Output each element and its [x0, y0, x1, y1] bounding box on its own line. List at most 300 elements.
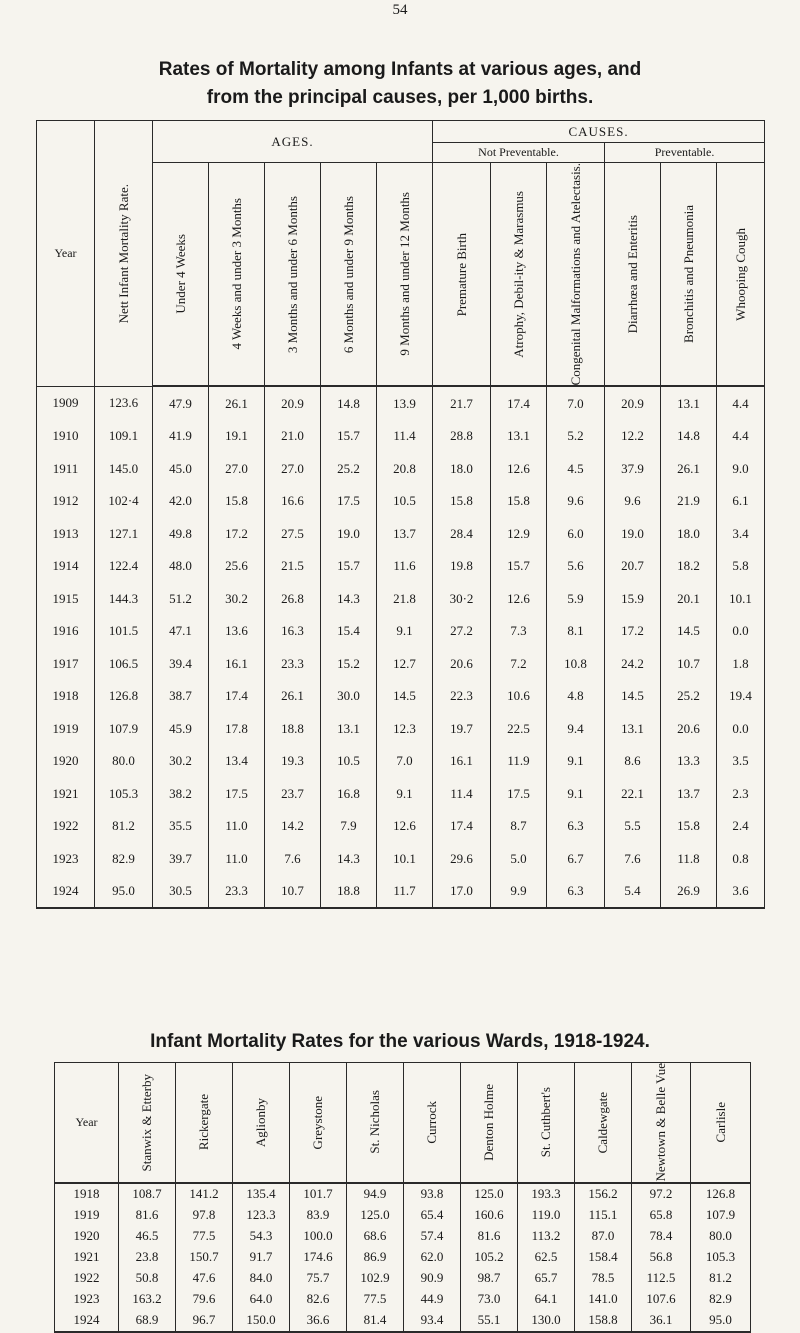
ward-rate-cell: 126.8 — [691, 1183, 751, 1205]
rate-cell: 26.1 — [661, 452, 717, 485]
rate-cell: 81.2 — [95, 810, 153, 843]
rate-cell: 10.7 — [265, 875, 321, 909]
table-row — [55, 1205, 751, 1226]
year-header: Year — [37, 121, 95, 387]
ward-rate-cell: 65.4 — [404, 1205, 461, 1226]
ward-rate-cell: 123.3 — [233, 1205, 290, 1226]
rate-cell: 16.6 — [265, 485, 321, 518]
rate-cell: 13.1 — [491, 420, 547, 453]
ward-rate-cell: 97.8 — [176, 1205, 233, 1226]
rate-cell: 10.1 — [717, 582, 765, 615]
year-cell: 1911 — [37, 452, 95, 485]
year-cell: 1914 — [37, 550, 95, 583]
year-cell: 1917 — [37, 647, 95, 680]
ward-rate-cell: 107.6 — [632, 1289, 691, 1310]
rate-cell: 105.3 — [95, 777, 153, 810]
rate-cell: 18.8 — [265, 712, 321, 745]
rate-cell: 0.8 — [717, 842, 765, 875]
rate-cell: 23.3 — [265, 647, 321, 680]
ward-rate-cell: 80.0 — [691, 1226, 751, 1247]
table-row — [37, 680, 765, 713]
rate-cell: 6.1 — [717, 485, 765, 518]
rate-cell: 20.6 — [661, 712, 717, 745]
rate-cell: 27.2 — [433, 615, 491, 648]
year-cell: 1913 — [37, 517, 95, 550]
rate-cell: 22.3 — [433, 680, 491, 713]
rate-cell: 144.3 — [95, 582, 153, 615]
ward-rate-cell: 56.8 — [632, 1247, 691, 1268]
rate-cell: 82.9 — [95, 842, 153, 875]
rate-cell: 3.6 — [717, 875, 765, 909]
rate-cell: 5.6 — [547, 550, 605, 583]
year-cell: 1924 — [55, 1310, 119, 1332]
ward-rate-cell: 47.6 — [176, 1268, 233, 1289]
cause-column-header-label: Atrophy, Debil-ity & Marasmus — [510, 190, 526, 358]
rate-cell: 13.1 — [605, 712, 661, 745]
table-row — [37, 550, 765, 583]
cause-column-header-label: Premature Birth — [453, 232, 469, 316]
rate-cell: 29.6 — [433, 842, 491, 875]
rate-cell: 101.5 — [95, 615, 153, 648]
rate-cell: 9.4 — [547, 712, 605, 745]
ward-column-header — [404, 1063, 461, 1183]
age-column-header-label: Under 4 Weeks — [172, 234, 188, 314]
ward-rate-cell: 54.3 — [233, 1226, 290, 1247]
cause-column-header-label: Whooping Cough — [732, 227, 748, 321]
year-cell: 1921 — [55, 1247, 119, 1268]
age-column-header — [321, 163, 377, 387]
cause-column-header-label: Bronchitis and Pneumonia — [680, 205, 696, 344]
table-row — [37, 420, 765, 453]
age-column-header-label: 3 Months and under 6 Months — [284, 195, 300, 353]
rate-cell: 37.9 — [605, 452, 661, 485]
rate-cell: 17.8 — [209, 712, 265, 745]
rate-cell: 51.2 — [153, 582, 209, 615]
rate-cell: 38.2 — [153, 777, 209, 810]
rate-cell: 4.8 — [547, 680, 605, 713]
ward-rate-cell: 55.1 — [461, 1310, 518, 1332]
ward-rate-cell: 91.7 — [233, 1247, 290, 1268]
rate-cell: 17.5 — [491, 777, 547, 810]
ward-rate-cell: 44.9 — [404, 1289, 461, 1310]
ward-column-header — [691, 1063, 751, 1183]
rate-cell: 16.3 — [265, 615, 321, 648]
rate-cell: 7.0 — [377, 745, 433, 778]
ward-column-header — [632, 1063, 691, 1183]
rate-cell: 122.4 — [95, 550, 153, 583]
rate-cell: 14.3 — [321, 582, 377, 615]
rate-cell: 26.1 — [209, 386, 265, 420]
rate-cell: 10.5 — [377, 485, 433, 518]
rate-cell: 17.4 — [209, 680, 265, 713]
rate-cell: 11.6 — [377, 550, 433, 583]
rate-cell: 3.5 — [717, 745, 765, 778]
age-column-header — [209, 163, 265, 387]
rate-cell: 123.6 — [95, 386, 153, 420]
ward-rate-cell: 95.0 — [691, 1310, 751, 1332]
year-cell: 1923 — [55, 1289, 119, 1310]
ward-rate-cell: 125.0 — [347, 1205, 404, 1226]
year-cell: 1919 — [55, 1205, 119, 1226]
rate-cell: 20.1 — [661, 582, 717, 615]
ward-rate-cell: 100.0 — [290, 1226, 347, 1247]
table-row — [37, 777, 765, 810]
table-row — [37, 745, 765, 778]
rate-cell: 5.8 — [717, 550, 765, 583]
rate-cell: 25.2 — [661, 680, 717, 713]
rate-cell: 11.0 — [209, 810, 265, 843]
rate-cell: 13.3 — [661, 745, 717, 778]
rate-cell: 14.5 — [605, 680, 661, 713]
rate-cell: 17.4 — [433, 810, 491, 843]
rate-cell: 12.7 — [377, 647, 433, 680]
rate-cell: 5.5 — [605, 810, 661, 843]
rate-cell: 30.5 — [153, 875, 209, 909]
rate-cell: 1.8 — [717, 647, 765, 680]
rate-cell: 47.1 — [153, 615, 209, 648]
rate-cell: 9.1 — [547, 745, 605, 778]
ward-rate-cell: 108.7 — [119, 1183, 176, 1205]
ward-rate-cell: 81.6 — [461, 1226, 518, 1247]
table-row — [55, 1268, 751, 1289]
ward-column-header-label: Greystone — [310, 1095, 325, 1149]
rate-cell: 15.9 — [605, 582, 661, 615]
ward-rate-cell: 81.6 — [119, 1205, 176, 1226]
rate-cell: 20.8 — [377, 452, 433, 485]
ward-rate-cell: 23.8 — [119, 1247, 176, 1268]
ward-rate-cell: 57.4 — [404, 1226, 461, 1247]
rate-cell: 11.8 — [661, 842, 717, 875]
cause-column-header — [433, 163, 491, 387]
rate-cell: 9.9 — [491, 875, 547, 909]
table-row — [55, 1183, 751, 1205]
table-row — [37, 452, 765, 485]
rate-cell: 10.6 — [491, 680, 547, 713]
rate-cell: 41.9 — [153, 420, 209, 453]
rate-cell: 15.4 — [321, 615, 377, 648]
ward-rate-cell: 193.3 — [518, 1183, 575, 1205]
year-cell: 1920 — [37, 745, 95, 778]
rate-cell: 7.3 — [491, 615, 547, 648]
rate-cell: 30.0 — [321, 680, 377, 713]
ward-column-header — [347, 1063, 404, 1183]
rate-cell: 12.2 — [605, 420, 661, 453]
ward-rate-cell: 68.6 — [347, 1226, 404, 1247]
ward-column-header-label: Rickergate — [196, 1094, 211, 1151]
rate-cell: 6.7 — [547, 842, 605, 875]
rate-cell: 7.2 — [491, 647, 547, 680]
rate-cell: 109.1 — [95, 420, 153, 453]
age-column-header — [153, 163, 209, 387]
age-column-header-label: 4 Weeks and under 3 Months — [228, 198, 244, 350]
rate-cell: 19.3 — [265, 745, 321, 778]
ward-rate-cell: 130.0 — [518, 1310, 575, 1332]
year-cell: 1918 — [55, 1183, 119, 1205]
table-row — [37, 842, 765, 875]
page-number: 54 — [392, 2, 408, 18]
year-cell: 1916 — [37, 615, 95, 648]
table-row — [55, 1310, 751, 1332]
rate-cell: 12.6 — [491, 452, 547, 485]
rate-cell: 19.1 — [209, 420, 265, 453]
rate-cell: 6.3 — [547, 875, 605, 909]
year-cell: 1920 — [55, 1226, 119, 1247]
rate-cell: 9.1 — [377, 777, 433, 810]
rate-cell: 15.7 — [321, 420, 377, 453]
ward-rate-cell: 82.6 — [290, 1289, 347, 1310]
cause-column-header — [661, 163, 717, 387]
ward-rate-cell: 81.2 — [691, 1268, 751, 1289]
rate-cell: 27.5 — [265, 517, 321, 550]
rate-cell: 7.6 — [265, 842, 321, 875]
ward-column-header-label: St. Nicholas — [367, 1090, 382, 1155]
ward-rate-cell: 46.5 — [119, 1226, 176, 1247]
rate-cell: 16.8 — [321, 777, 377, 810]
rate-cell: 107.9 — [95, 712, 153, 745]
ward-column-header-label: Newtown & Belle Vue — [653, 1063, 668, 1182]
rate-cell: 16.1 — [433, 745, 491, 778]
rate-cell: 27.0 — [265, 452, 321, 485]
rate-cell: 17.2 — [605, 615, 661, 648]
rate-cell: 13.1 — [321, 712, 377, 745]
ward-rate-cell: 115.1 — [575, 1205, 632, 1226]
rate-cell: 17.5 — [209, 777, 265, 810]
rate-cell: 23.7 — [265, 777, 321, 810]
table-row — [55, 1226, 751, 1247]
year-cell: 1915 — [37, 582, 95, 615]
ward-rate-cell: 36.6 — [290, 1310, 347, 1332]
ward-rate-cell: 65.7 — [518, 1268, 575, 1289]
cause-column-header-label: Congenital Malformations and Atelectasis. — [567, 163, 583, 386]
rate-cell: 14.3 — [321, 842, 377, 875]
rate-cell: 27.0 — [209, 452, 265, 485]
rate-cell: 13.1 — [661, 386, 717, 420]
ward-rate-cell: 96.7 — [176, 1310, 233, 1332]
rate-cell: 21.7 — [433, 386, 491, 420]
ward-rate-cell: 158.8 — [575, 1310, 632, 1332]
not-preventable-header: Not Preventable. — [433, 143, 605, 163]
ward-rate-cell: 112.5 — [632, 1268, 691, 1289]
rate-cell: 19.8 — [433, 550, 491, 583]
ward-column-header-label: Denton Holme — [481, 1083, 496, 1161]
ward-column-header-label: St. Cuthbert's — [538, 1087, 553, 1158]
rate-cell: 21.0 — [265, 420, 321, 453]
rate-cell: 11.0 — [209, 842, 265, 875]
rate-cell: 10.8 — [547, 647, 605, 680]
table-row — [37, 647, 765, 680]
rate-cell: 18.0 — [433, 452, 491, 485]
rate-cell: 2.4 — [717, 810, 765, 843]
rate-cell: 5.4 — [605, 875, 661, 909]
rate-cell: 30.2 — [209, 582, 265, 615]
rate-cell: 9.0 — [717, 452, 765, 485]
ages-header: AGES. — [153, 121, 433, 163]
rate-cell: 24.2 — [605, 647, 661, 680]
rate-cell: 10.1 — [377, 842, 433, 875]
cause-column-header — [491, 163, 547, 387]
rate-cell: 20.9 — [265, 386, 321, 420]
ward-rate-cell: 150.0 — [233, 1310, 290, 1332]
rate-cell: 102·4 — [95, 485, 153, 518]
ward-rate-cell: 101.7 — [290, 1183, 347, 1205]
rate-cell: 9.1 — [547, 777, 605, 810]
rate-cell: 15.7 — [491, 550, 547, 583]
ward-rate-cell: 65.8 — [632, 1205, 691, 1226]
rate-cell: 7.6 — [605, 842, 661, 875]
ward-rate-cell: 50.8 — [119, 1268, 176, 1289]
rate-cell: 15.7 — [321, 550, 377, 583]
rate-cell: 21.8 — [377, 582, 433, 615]
table-row — [37, 517, 765, 550]
rate-cell: 14.5 — [377, 680, 433, 713]
rate-cell: 10.5 — [321, 745, 377, 778]
rate-cell: 19.0 — [605, 517, 661, 550]
ward-rate-cell: 86.9 — [347, 1247, 404, 1268]
ward-column-header — [119, 1063, 176, 1183]
mortality-table — [36, 120, 765, 909]
rate-cell: 13.7 — [377, 517, 433, 550]
rate-cell: 95.0 — [95, 875, 153, 909]
ward-rate-cell: 107.9 — [691, 1205, 751, 1226]
rate-cell: 42.0 — [153, 485, 209, 518]
rate-cell: 11.4 — [433, 777, 491, 810]
ward-rate-cell: 113.2 — [518, 1226, 575, 1247]
rate-cell: 19.7 — [433, 712, 491, 745]
rate-cell: 22.1 — [605, 777, 661, 810]
wards-table — [54, 1062, 751, 1333]
rate-cell: 12.6 — [377, 810, 433, 843]
cause-column-header-label: Diarrhœa and Enteritis — [624, 215, 640, 334]
ward-rate-cell: 62.5 — [518, 1247, 575, 1268]
rate-cell: 4.5 — [547, 452, 605, 485]
ward-column-header-label: Carlisle — [712, 1102, 728, 1143]
rate-cell: 39.4 — [153, 647, 209, 680]
rate-cell: 17.5 — [321, 485, 377, 518]
table-row — [37, 810, 765, 843]
table-row — [37, 875, 765, 909]
rate-cell: 20.6 — [433, 647, 491, 680]
ward-rate-cell: 174.6 — [290, 1247, 347, 1268]
ward-rate-cell: 94.9 — [347, 1183, 404, 1205]
rate-cell: 49.8 — [153, 517, 209, 550]
rate-cell: 15.8 — [433, 485, 491, 518]
rate-cell: 145.0 — [95, 452, 153, 485]
rate-cell: 5.2 — [547, 420, 605, 453]
rate-cell: 26.9 — [661, 875, 717, 909]
table-row — [37, 615, 765, 648]
rate-cell: 7.0 — [547, 386, 605, 420]
age-column-header — [265, 163, 321, 387]
age-column-header-label: 9 Months and under 12 Months — [396, 192, 412, 356]
cause-column-header — [605, 163, 661, 387]
ward-rate-cell: 105.3 — [691, 1247, 751, 1268]
table-row — [55, 1247, 751, 1268]
rate-cell: 8.1 — [547, 615, 605, 648]
wards-title: Infant Mortality Rates for the various Wards, 1918-1924. — [150, 1031, 650, 1052]
ward-rate-cell: 141.2 — [176, 1183, 233, 1205]
table-row — [37, 582, 765, 615]
rate-cell: 5.9 — [547, 582, 605, 615]
rate-cell: 25.6 — [209, 550, 265, 583]
ward-rate-cell: 64.1 — [518, 1289, 575, 1310]
ward-rate-cell: 150.7 — [176, 1247, 233, 1268]
ward-rate-cell: 102.9 — [347, 1268, 404, 1289]
rate-cell: 16.1 — [209, 647, 265, 680]
rate-cell: 10.7 — [661, 647, 717, 680]
main-title-line-1: Rates of Mortality among Infants at various ages, and — [158, 59, 642, 80]
rate-cell: 12.6 — [491, 582, 547, 615]
age-column-header — [377, 163, 433, 387]
rate-cell: 3.4 — [717, 517, 765, 550]
year-cell: 1919 — [37, 712, 95, 745]
rate-cell: 8.7 — [491, 810, 547, 843]
year-cell: 1918 — [37, 680, 95, 713]
table-row — [37, 712, 765, 745]
rate-cell: 19.0 — [321, 517, 377, 550]
rate-cell: 15.2 — [321, 647, 377, 680]
ward-rate-cell: 81.4 — [347, 1310, 404, 1332]
ward-rate-cell: 77.5 — [176, 1226, 233, 1247]
rate-cell: 19.4 — [717, 680, 765, 713]
rate-cell: 45.9 — [153, 712, 209, 745]
rate-cell: 7.9 — [321, 810, 377, 843]
rate-cell: 11.7 — [377, 875, 433, 909]
rate-cell: 18.2 — [661, 550, 717, 583]
ward-rate-cell: 93.4 — [404, 1310, 461, 1332]
ward-rate-cell: 97.2 — [632, 1183, 691, 1205]
rate-cell: 9.6 — [547, 485, 605, 518]
rate-cell: 20.7 — [605, 550, 661, 583]
rate-cell: 14.5 — [661, 615, 717, 648]
rate-cell: 17.4 — [491, 386, 547, 420]
rate-cell: 12.3 — [377, 712, 433, 745]
ward-rate-cell: 90.9 — [404, 1268, 461, 1289]
age-column-header-label: 6 Months and under 9 Months — [340, 195, 356, 353]
ward-rate-cell: 119.0 — [518, 1205, 575, 1226]
rate-cell: 39.7 — [153, 842, 209, 875]
ward-column-header-label: Aglionby — [253, 1097, 268, 1147]
ward-rate-cell: 135.4 — [233, 1183, 290, 1205]
rate-cell: 38.7 — [153, 680, 209, 713]
ward-rate-cell: 79.6 — [176, 1289, 233, 1310]
table-row — [55, 1289, 751, 1310]
ward-rate-cell: 77.5 — [347, 1289, 404, 1310]
year-cell: 1922 — [37, 810, 95, 843]
rate-cell: 28.4 — [433, 517, 491, 550]
ward-rate-cell: 36.1 — [632, 1310, 691, 1332]
ward-rate-cell: 158.4 — [575, 1247, 632, 1268]
year-cell: 1923 — [37, 842, 95, 875]
rate-cell: 21.5 — [265, 550, 321, 583]
ward-rate-cell: 75.7 — [290, 1268, 347, 1289]
rate-cell: 13.6 — [209, 615, 265, 648]
rate-cell: 126.8 — [95, 680, 153, 713]
ward-column-header — [233, 1063, 290, 1183]
ward-column-header — [290, 1063, 347, 1183]
rate-cell: 13.4 — [209, 745, 265, 778]
rate-cell: 47.9 — [153, 386, 209, 420]
ward-rate-cell: 105.2 — [461, 1247, 518, 1268]
ward-rate-cell: 87.0 — [575, 1226, 632, 1247]
rate-cell: 127.1 — [95, 517, 153, 550]
rate-cell: 5.0 — [491, 842, 547, 875]
table-row — [37, 485, 765, 518]
ward-rate-cell: 68.9 — [119, 1310, 176, 1332]
rate-cell: 8.6 — [605, 745, 661, 778]
wards-year-header: Year — [55, 1063, 119, 1183]
ward-rate-cell: 93.8 — [404, 1183, 461, 1205]
year-cell: 1909 — [37, 386, 95, 420]
